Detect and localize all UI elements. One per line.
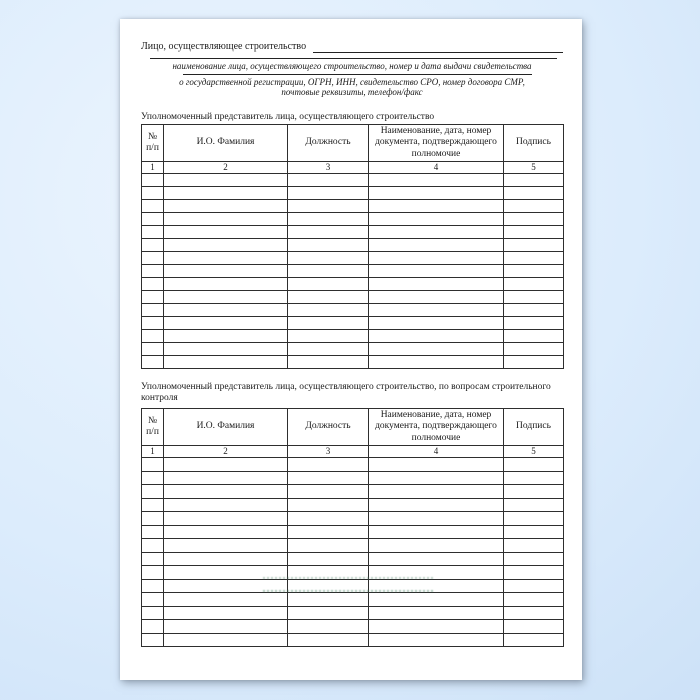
empty-row — [142, 458, 564, 472]
representatives-table — [141, 124, 564, 369]
empty-cell — [164, 252, 288, 265]
empty-cell — [164, 174, 288, 187]
empty-cell — [164, 291, 288, 304]
empty-cell — [142, 606, 164, 620]
empty-cell — [288, 200, 369, 213]
empty-cell — [142, 278, 164, 291]
empty-cell — [504, 226, 564, 239]
empty-cell — [288, 525, 369, 539]
empty-cell — [142, 226, 164, 239]
empty-cell — [164, 317, 288, 330]
empty-cell — [164, 566, 288, 580]
column-number: 1 — [142, 162, 164, 174]
empty-cell — [504, 512, 564, 526]
column-number: 2 — [164, 162, 288, 174]
empty-cell — [164, 498, 288, 512]
empty-cell — [142, 525, 164, 539]
empty-row — [142, 291, 564, 304]
empty-cell — [142, 304, 164, 317]
empty-cell — [288, 265, 369, 278]
empty-cell — [164, 458, 288, 472]
empty-cell — [288, 633, 369, 647]
empty-cell — [369, 579, 504, 593]
empty-cell — [142, 539, 164, 553]
empty-cell — [142, 239, 164, 252]
empty-cell — [164, 213, 288, 226]
empty-cell — [288, 566, 369, 580]
empty-cell — [504, 566, 564, 580]
empty-cell — [288, 498, 369, 512]
column-number: 1 — [142, 446, 164, 458]
empty-cell — [142, 458, 164, 472]
empty-cell — [164, 485, 288, 499]
empty-cell — [504, 633, 564, 647]
empty-rows-body — [142, 174, 564, 369]
empty-cell — [504, 552, 564, 566]
empty-cell — [142, 498, 164, 512]
empty-row — [142, 525, 564, 539]
empty-cell — [504, 620, 564, 634]
empty-row — [142, 278, 564, 291]
empty-cell — [504, 174, 564, 187]
empty-cell — [504, 239, 564, 252]
col-header-name: И.О. Фамилия — [164, 409, 288, 446]
empty-row — [142, 593, 564, 607]
empty-cell — [164, 579, 288, 593]
empty-row — [142, 485, 564, 499]
empty-cell — [369, 552, 504, 566]
col-header-signature: Подпись — [504, 409, 564, 446]
empty-cell — [288, 317, 369, 330]
empty-cell — [504, 330, 564, 343]
empty-cell — [369, 278, 504, 291]
empty-cell — [142, 265, 164, 278]
empty-row — [142, 633, 564, 647]
empty-cell — [164, 187, 288, 200]
empty-cell — [369, 633, 504, 647]
empty-cell — [288, 213, 369, 226]
builder-field-row — [141, 40, 563, 53]
empty-cell — [369, 213, 504, 226]
empty-cell — [164, 200, 288, 213]
col-header-number: № п/п — [142, 125, 164, 162]
empty-cell — [369, 593, 504, 607]
column-numbers-row — [142, 162, 564, 174]
empty-cell — [142, 620, 164, 634]
field-caption-1: наименование лица, осуществляющего строительство, номер и дата выдачи свидетельства — [172, 61, 532, 71]
empty-row — [142, 330, 564, 343]
empty-cell — [369, 174, 504, 187]
empty-row — [142, 174, 564, 187]
empty-cell — [369, 317, 504, 330]
col-header-document: Наименование, дата, номер документа, подтверждающего полномочие — [369, 125, 504, 162]
column-number: 2 — [164, 446, 288, 458]
empty-cell — [369, 304, 504, 317]
empty-cell — [288, 343, 369, 356]
empty-row — [142, 226, 564, 239]
empty-row — [142, 304, 564, 317]
empty-row — [142, 566, 564, 580]
empty-cell — [288, 304, 369, 317]
col-header-document: Наименование, дата, номер документа, подтверждающего полномочие — [369, 409, 504, 446]
fill-in-line — [313, 40, 563, 53]
empty-cell — [369, 471, 504, 485]
empty-cell — [504, 187, 564, 200]
empty-row — [142, 187, 564, 200]
empty-cell — [369, 620, 504, 634]
empty-cell — [369, 356, 504, 369]
empty-cell — [288, 226, 369, 239]
empty-cell — [164, 593, 288, 607]
empty-cell — [369, 485, 504, 499]
empty-cell — [369, 330, 504, 343]
empty-cell — [369, 525, 504, 539]
empty-cell — [369, 606, 504, 620]
empty-cell — [504, 278, 564, 291]
empty-cell — [369, 226, 504, 239]
empty-cell — [142, 566, 164, 580]
field-caption-2: о государственной регистрации, ОГРН, ИНН, свидетельство СРО, номер договора СМР, — [179, 76, 525, 87]
column-number: 4 — [369, 162, 504, 174]
empty-cell — [369, 566, 504, 580]
col-header-position: Должность — [288, 409, 369, 446]
field-caption-3: почтовые реквизиты, телефон/факс — [281, 87, 423, 97]
empty-cell — [142, 512, 164, 526]
empty-cell — [504, 304, 564, 317]
empty-cell — [164, 304, 288, 317]
empty-cell — [369, 265, 504, 278]
empty-cell — [142, 187, 164, 200]
empty-row — [142, 239, 564, 252]
empty-cell — [164, 525, 288, 539]
empty-cell — [142, 252, 164, 265]
empty-cell — [288, 512, 369, 526]
control-representatives-table — [141, 408, 564, 647]
builder-field-label: Лицо, осуществляющее строительство — [141, 41, 307, 52]
empty-cell — [164, 356, 288, 369]
empty-cell — [504, 458, 564, 472]
document-page — [120, 19, 582, 680]
empty-cell — [288, 278, 369, 291]
empty-cell — [369, 498, 504, 512]
empty-cell — [504, 317, 564, 330]
empty-cell — [288, 539, 369, 553]
empty-cell — [142, 356, 164, 369]
empty-cell — [288, 593, 369, 607]
empty-cell — [164, 539, 288, 553]
empty-cell — [288, 356, 369, 369]
empty-cell — [164, 620, 288, 634]
empty-row — [142, 265, 564, 278]
empty-cell — [164, 226, 288, 239]
empty-cell — [164, 330, 288, 343]
empty-cell — [504, 213, 564, 226]
empty-row — [142, 620, 564, 634]
divider-line-top — [150, 58, 557, 59]
empty-cell — [142, 174, 164, 187]
empty-cell — [142, 471, 164, 485]
column-numbers-row — [142, 446, 564, 458]
table-header-row — [142, 409, 564, 446]
column-number: 5 — [504, 446, 564, 458]
empty-cell — [504, 485, 564, 499]
empty-cell — [369, 512, 504, 526]
empty-cell — [504, 265, 564, 278]
empty-cell — [142, 317, 164, 330]
empty-cell — [288, 187, 369, 200]
empty-row — [142, 579, 564, 593]
empty-cell — [288, 606, 369, 620]
empty-cell — [504, 291, 564, 304]
empty-cell — [164, 471, 288, 485]
empty-cell — [164, 552, 288, 566]
empty-cell — [142, 485, 164, 499]
empty-row — [142, 471, 564, 485]
empty-row — [142, 213, 564, 226]
column-number: 4 — [369, 446, 504, 458]
control-representatives-table-title: Уполномоченный представитель лица, осуществляющего строительство, по вопросам строительного контроля — [141, 382, 551, 403]
empty-row — [142, 498, 564, 512]
empty-cell — [504, 343, 564, 356]
empty-cell — [288, 458, 369, 472]
empty-cell — [504, 356, 564, 369]
empty-cell — [504, 471, 564, 485]
empty-cell — [142, 593, 164, 607]
empty-cell — [369, 343, 504, 356]
empty-cell — [504, 579, 564, 593]
empty-cell — [288, 330, 369, 343]
empty-cell — [504, 498, 564, 512]
empty-cell — [504, 200, 564, 213]
empty-cell — [288, 291, 369, 304]
empty-cell — [164, 633, 288, 647]
empty-cell — [369, 200, 504, 213]
empty-rows-body — [142, 458, 564, 647]
col-header-name: И.О. Фамилия — [164, 125, 288, 162]
empty-cell — [142, 343, 164, 356]
empty-cell — [164, 239, 288, 252]
empty-cell — [164, 343, 288, 356]
empty-cell — [369, 239, 504, 252]
empty-cell — [288, 471, 369, 485]
empty-cell — [369, 291, 504, 304]
empty-cell — [288, 620, 369, 634]
col-header-signature: Подпись — [504, 125, 564, 162]
col-header-position: Должность — [288, 125, 369, 162]
empty-cell — [504, 593, 564, 607]
empty-cell — [142, 330, 164, 343]
divider-line-middle — [183, 74, 532, 75]
empty-cell — [142, 291, 164, 304]
empty-cell — [288, 174, 369, 187]
representatives-table-title: Уполномоченный представитель лица, осуществляющего строительство — [141, 111, 435, 122]
empty-row — [142, 606, 564, 620]
empty-cell — [142, 579, 164, 593]
empty-cell — [504, 539, 564, 553]
empty-row — [142, 539, 564, 553]
empty-cell — [288, 252, 369, 265]
empty-cell — [504, 525, 564, 539]
empty-cell — [142, 200, 164, 213]
empty-row — [142, 552, 564, 566]
empty-cell — [369, 187, 504, 200]
column-number: 5 — [504, 162, 564, 174]
empty-row — [142, 343, 564, 356]
empty-cell — [142, 213, 164, 226]
empty-cell — [369, 458, 504, 472]
empty-cell — [164, 265, 288, 278]
col-header-number: № п/п — [142, 409, 164, 446]
empty-cell — [288, 485, 369, 499]
column-number: 3 — [288, 162, 369, 174]
empty-cell — [164, 606, 288, 620]
empty-cell — [142, 633, 164, 647]
empty-cell — [369, 539, 504, 553]
empty-cell — [288, 239, 369, 252]
empty-cell — [164, 512, 288, 526]
empty-cell — [142, 552, 164, 566]
empty-cell — [288, 579, 369, 593]
empty-cell — [369, 252, 504, 265]
empty-row — [142, 356, 564, 369]
empty-row — [142, 200, 564, 213]
empty-cell — [164, 278, 288, 291]
empty-row — [142, 252, 564, 265]
empty-cell — [504, 252, 564, 265]
empty-cell — [288, 552, 369, 566]
column-number: 3 — [288, 446, 369, 458]
table-header-row — [142, 125, 564, 162]
empty-cell — [504, 606, 564, 620]
empty-row — [142, 512, 564, 526]
empty-row — [142, 317, 564, 330]
